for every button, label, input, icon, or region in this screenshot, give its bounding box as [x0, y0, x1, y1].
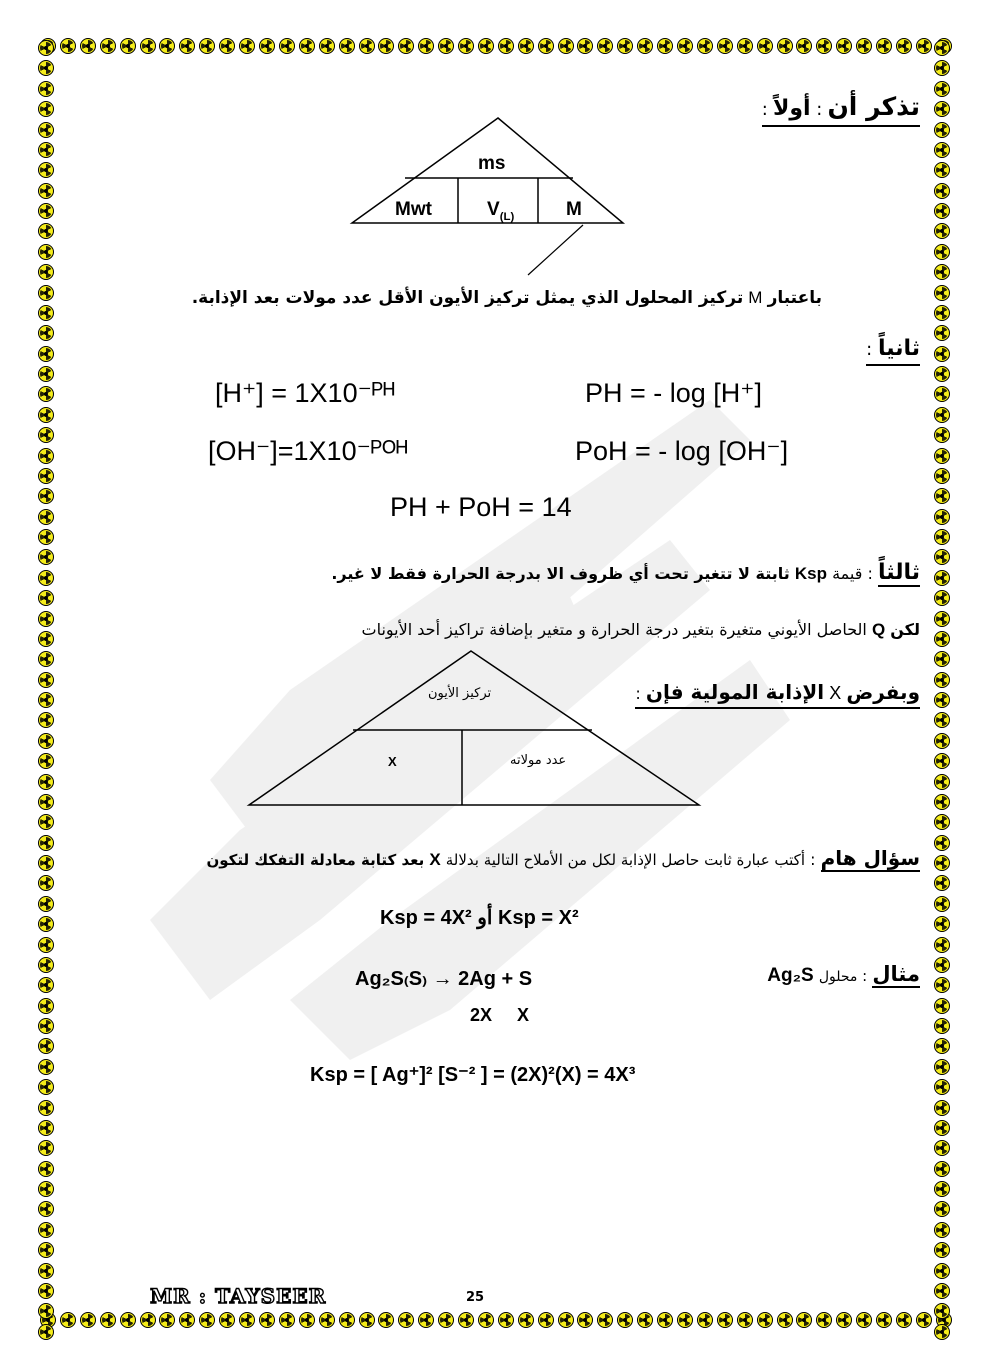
hazard-icon: [916, 38, 932, 54]
hazard-icon: [38, 122, 54, 138]
hazard-icon: [934, 1263, 950, 1279]
hazard-icon: [38, 855, 54, 871]
hazard-icon: [934, 448, 950, 464]
hazard-icon: [38, 794, 54, 810]
hazard-icon: [934, 264, 950, 280]
hazard-icon: [38, 1222, 54, 1238]
note-text: تركيز المحلول الذي يمثل تركيز الأيون الأقل عدد مولات بعد الإذابة.: [191, 288, 744, 308]
triangle-right-m: M: [566, 199, 582, 220]
hazard-icon: [934, 1038, 950, 1054]
triangle-top-ms: ms: [478, 153, 506, 174]
dissociation-reaction: Ag₂S₍S₎ → 2Ag + S: [355, 968, 533, 990]
right-border: [934, 40, 956, 1340]
hazard-icon: [697, 1312, 713, 1328]
hazard-icon: [38, 1018, 54, 1034]
hazard-icon: [38, 1283, 54, 1299]
hazard-icon: [934, 305, 950, 321]
hazard-icon: [38, 346, 54, 362]
hazard-icon: [934, 1079, 950, 1095]
hazard-icon: [657, 38, 673, 54]
heading-awwalan: أولاً: [772, 96, 811, 121]
hazard-icon: [934, 875, 950, 891]
hazard-icon: [120, 38, 136, 54]
hazard-icon: [38, 875, 54, 891]
hazard-icon: [38, 916, 54, 932]
equation-ph: PH = - log [H⁺]: [585, 378, 763, 408]
hazard-icon: [38, 264, 54, 280]
hazard-icon: [159, 38, 175, 54]
hazard-icon: [38, 1324, 54, 1340]
hazard-icon: [38, 183, 54, 199]
hazard-icon: [934, 733, 950, 749]
hazard-icon: [38, 60, 54, 76]
hazard-icon: [120, 1312, 136, 1328]
hazard-icon: [38, 1059, 54, 1075]
hazard-icon: [934, 223, 950, 239]
hazard-icon: [159, 1312, 175, 1328]
hazard-icon: [38, 386, 54, 402]
heading-var-x: X: [829, 683, 842, 703]
hazard-icon: [38, 488, 54, 504]
hazard-icon: [38, 1140, 54, 1156]
heading-important-question: سؤال هام: [820, 846, 920, 870]
hazard-icon: [836, 38, 852, 54]
hazard-icon: [934, 753, 950, 769]
hazard-icon: [38, 1181, 54, 1197]
hazard-icon: [38, 203, 54, 219]
hazard-icon: [597, 1312, 613, 1328]
hazard-icon: [757, 38, 773, 54]
hazard-icon: [934, 590, 950, 606]
hazard-icon: [657, 1312, 673, 1328]
ksp-forms: Ksp = 4X² أو Ksp = X²: [380, 907, 579, 929]
hazard-icon: [339, 38, 355, 54]
hazard-icon: [38, 468, 54, 484]
hazard-icon: [677, 1312, 693, 1328]
triangle-left-mwt: Mwt: [395, 199, 432, 220]
note-prefix: باعتبار: [767, 288, 822, 308]
hazard-icon: [38, 101, 54, 117]
hazard-icon: [934, 774, 950, 790]
hazard-icon: [498, 38, 514, 54]
hazard-icon: [140, 38, 156, 54]
q-symbol: Q: [871, 620, 886, 639]
hazard-icon: [38, 1038, 54, 1054]
hazard-icon: [60, 38, 76, 54]
note-concentration: [122, 288, 822, 308]
triangle-right-moles: عدد مولاته: [510, 753, 567, 768]
hazard-icon: [38, 672, 54, 688]
hazard-icon: [38, 1079, 54, 1095]
top-border: [40, 38, 952, 60]
hazard-icon: [38, 998, 54, 1014]
hazard-icon: [934, 101, 950, 117]
hazard-icon: [319, 1312, 335, 1328]
hazard-icon: [737, 38, 753, 54]
note-var-m: M: [748, 288, 763, 307]
hazard-icon: [38, 366, 54, 382]
hazard-icon: [934, 325, 950, 341]
hazard-icon: [38, 712, 54, 728]
hazard-icon: [677, 38, 693, 54]
hazard-icon: [934, 162, 950, 178]
hazard-icon: [538, 1312, 554, 1328]
hazard-icon: [934, 631, 950, 647]
hazard-icon: [934, 794, 950, 810]
hazard-icon: [934, 142, 950, 158]
hazard-icon: [339, 1312, 355, 1328]
hazard-icon: [38, 1242, 54, 1258]
hazard-icon: [617, 1312, 633, 1328]
hazard-icon: [934, 203, 950, 219]
triangle-left-x: X: [388, 754, 397, 769]
heading-molar-solubility: الإذابة المولية فإن: [645, 680, 825, 704]
hazard-icon: [279, 1312, 295, 1328]
hazard-icon: [518, 1312, 534, 1328]
hazard-icon: [38, 407, 54, 423]
hazard-icon: [577, 1312, 593, 1328]
hazard-icon: [558, 1312, 574, 1328]
section1-heading: تذكر أن : أولاً :: [720, 92, 920, 127]
ksp-expression: Ksp = [ Ag⁺]² [S⁻² ] = (2X)²(X) = 4X³: [310, 1064, 636, 1086]
hazard-icon: [796, 1312, 812, 1328]
hazard-icon: [299, 1312, 315, 1328]
mole-ratio: 2X X: [470, 1005, 530, 1025]
hazard-icon: [38, 977, 54, 993]
hazard-icon: [934, 81, 950, 97]
hazard-icon: [418, 1312, 434, 1328]
hazard-icon: [498, 1312, 514, 1328]
hazard-icon: [816, 38, 832, 54]
hazard-icon: [38, 427, 54, 443]
hazard-icon: [38, 448, 54, 464]
hazard-icon: [637, 1312, 653, 1328]
hazard-icon: [934, 122, 950, 138]
hazard-icon: [38, 325, 54, 341]
hazard-icon: [934, 814, 950, 830]
hazard-icon: [934, 285, 950, 301]
hazard-icon: [934, 896, 950, 912]
hazard-icon: [219, 38, 235, 54]
hazard-icon: [259, 38, 275, 54]
hazard-icon: [179, 1312, 195, 1328]
ksp-text-c: ثابتة لا تتغير تحت أي ظروف الا بدرجة الحرارة فقط لا غير.: [331, 564, 790, 583]
hazard-icon: [934, 427, 950, 443]
section3-line1: ثالثاً : قيمة Ksp ثابتة لا تتغير تحت أي ظروف الا بدرجة الحرارة فقط لا غير.: [331, 560, 920, 585]
hazard-icon: [38, 753, 54, 769]
hazard-icon: [934, 346, 950, 362]
hazard-icon: [934, 1242, 950, 1258]
important-question: سؤال هام : أكتب عبارة ثابت حاصل الإذابة لكل من الأملاح التالية بدلالة X بعد كتابة معادلة التفكك لتكون: [206, 846, 920, 870]
hazard-icon: [934, 1283, 950, 1299]
hazard-icon: [934, 977, 950, 993]
hazard-icon: [876, 1312, 892, 1328]
triangle-top-ion-concentration: تركيز الأيون: [428, 686, 492, 701]
hazard-icon: [38, 285, 54, 301]
hazard-icon: [934, 488, 950, 504]
hazard-icon: [934, 386, 950, 402]
hazard-icon: [199, 38, 215, 54]
hazard-icon: [934, 1140, 950, 1156]
equation-ph-poh-sum: PH + PoH = 14: [390, 492, 572, 522]
heading-wabifard: وبفرض: [846, 680, 920, 704]
section4-heading: وبفرض X الإذابة المولية فإن :: [630, 680, 920, 709]
hazard-icon: [478, 1312, 494, 1328]
example-heading: مثال : محلول Ag₂S: [767, 962, 920, 986]
hazard-icon: [38, 529, 54, 545]
hazard-icon: [38, 549, 54, 565]
q-text-a: لكن: [890, 620, 920, 639]
ksp-text-a: قيمة: [832, 564, 863, 583]
hazard-icon: [38, 774, 54, 790]
hazard-icon: [934, 855, 950, 871]
hazard-icon: [478, 38, 494, 54]
hazard-icon: [777, 38, 793, 54]
hazard-icon: [38, 692, 54, 708]
hazard-icon: [458, 1312, 474, 1328]
author-name: MR : TAYSEER: [150, 1284, 327, 1308]
hazard-icon: [438, 38, 454, 54]
hazard-icon: [637, 38, 653, 54]
hazard-icon: [934, 1303, 950, 1319]
hazard-icon: [597, 38, 613, 54]
hazard-icon: [398, 38, 414, 54]
ksp-symbol: Ksp: [794, 564, 827, 583]
hazard-icon: [934, 1120, 950, 1136]
hazard-icon: [219, 1312, 235, 1328]
hazard-icon: [934, 244, 950, 260]
hazard-icon: [359, 38, 375, 54]
hazard-icon: [934, 916, 950, 932]
hazard-icon: [80, 1312, 96, 1328]
hazard-icon: [38, 651, 54, 667]
hazard-icon: [916, 1312, 932, 1328]
hazard-icon: [934, 1222, 950, 1238]
hazard-icon: [896, 38, 912, 54]
hazard-icon: [856, 1312, 872, 1328]
hazard-icon: [378, 1312, 394, 1328]
hazard-icon: [38, 590, 54, 606]
heading-thaniyan: ثانياً: [877, 336, 920, 361]
hazard-icon: [934, 183, 950, 199]
hazard-icon: [378, 38, 394, 54]
hazard-icon: [757, 1312, 773, 1328]
hazard-icon: [934, 60, 950, 76]
hazard-icon: [38, 733, 54, 749]
hazard-icon: [279, 38, 295, 54]
question-text-b: بعد كتابة معادلة التفكك لتكون: [206, 851, 425, 869]
hazard-icon: [38, 305, 54, 321]
hazard-icon: [38, 835, 54, 851]
hazard-icon: [934, 1018, 950, 1034]
hazard-icon: [577, 38, 593, 54]
hazard-icon: [934, 611, 950, 627]
hazard-icon: [518, 38, 534, 54]
hazard-icon: [816, 1312, 832, 1328]
hazard-icon: [38, 1263, 54, 1279]
hazard-icon: [38, 244, 54, 260]
hazard-icon: [38, 814, 54, 830]
hazard-icon: [934, 1201, 950, 1217]
section3-line2: [220, 620, 920, 640]
hazard-icon: [934, 366, 950, 382]
hazard-icon: [140, 1312, 156, 1328]
left-border: [38, 40, 60, 1340]
hazard-icon: [438, 1312, 454, 1328]
hazard-icon: [558, 38, 574, 54]
hazard-icon: [179, 38, 195, 54]
hazard-icon: [38, 1161, 54, 1177]
equation-oh-concentration: [OH⁻]=1X10⁻ᴾᴼᴴ: [208, 436, 408, 466]
question-text-a: أكتب عبارة ثابت حاصل الإذابة لكل من الأملاح التالية بدلالة: [445, 851, 805, 869]
hazard-icon: [38, 1120, 54, 1136]
heading-thalithan: ثالثاً: [877, 560, 920, 585]
hazard-icon: [717, 1312, 733, 1328]
hazard-icon: [934, 40, 950, 56]
hazard-icon: [896, 1312, 912, 1328]
hazard-icon: [934, 692, 950, 708]
section2-heading: ثانياً :: [866, 336, 920, 366]
hazard-icon: [538, 38, 554, 54]
hazard-icon: [80, 38, 96, 54]
hazard-icon: [38, 40, 54, 56]
q-text-c: الحاصل الأيوني متغيرة بتغير درجة الحرارة و متغير بإضافة تراكيز أحد الأيونات: [361, 620, 867, 639]
hazard-icon: [38, 1100, 54, 1116]
hazard-icon: [934, 651, 950, 667]
hazard-icon: [934, 529, 950, 545]
hazard-icon: [876, 38, 892, 54]
hazard-icon: [934, 957, 950, 973]
hazard-icon: [398, 1312, 414, 1328]
hazard-icon: [359, 1312, 375, 1328]
hazard-icon: [60, 1312, 76, 1328]
hazard-icon: [934, 835, 950, 851]
hazard-icon: [38, 223, 54, 239]
triangle-ion-concentration: [246, 648, 702, 810]
hazard-icon: [100, 1312, 116, 1328]
heading-tadhakkar: تذكر أن: [827, 92, 920, 121]
hazard-icon: [934, 468, 950, 484]
hazard-icon: [199, 1312, 215, 1328]
heading-mithal: مثال: [872, 962, 920, 986]
hazard-icon: [934, 672, 950, 688]
question-var-x: X: [429, 850, 441, 869]
equation-h-concentration: [H⁺] = 1X10⁻ᴾᴴ: [215, 378, 395, 408]
hazard-icon: [934, 937, 950, 953]
hazard-icon: [777, 1312, 793, 1328]
hazard-icon: [418, 38, 434, 54]
hazard-icon: [934, 1161, 950, 1177]
hazard-icon: [836, 1312, 852, 1328]
hazard-icon: [697, 38, 713, 54]
hazard-icon: [38, 1201, 54, 1217]
hazard-icon: [796, 38, 812, 54]
hazard-icon: [38, 896, 54, 912]
hazard-icon: [38, 142, 54, 158]
hazard-icon: [934, 1059, 950, 1075]
hazard-icon: [38, 162, 54, 178]
hazard-icon: [38, 570, 54, 586]
hazard-icon: [319, 38, 335, 54]
hazard-icon: [458, 38, 474, 54]
hazard-icon: [934, 407, 950, 423]
triangle-mid-v: $V_{(L)}$: [487, 199, 515, 223]
hazard-icon: [38, 81, 54, 97]
hazard-icon: [38, 509, 54, 525]
hazard-icon: [38, 1303, 54, 1319]
page-number: 25: [466, 1290, 485, 1305]
hazard-icon: [38, 957, 54, 973]
hazard-icon: [934, 1324, 950, 1340]
hazard-icon: [38, 611, 54, 627]
hazard-icon: [259, 1312, 275, 1328]
hazard-icon: [934, 1100, 950, 1116]
hazard-icon: [856, 38, 872, 54]
hazard-icon: [299, 38, 315, 54]
hazard-icon: [934, 1181, 950, 1197]
hazard-icon: [717, 38, 733, 54]
hazard-icon: [934, 549, 950, 565]
hazard-icon: [934, 570, 950, 586]
equation-poh: PoH = - log [OH⁻]: [575, 436, 789, 466]
hazard-icon: [38, 937, 54, 953]
hazard-icon: [100, 38, 116, 54]
example-salt: Ag₂S: [767, 965, 814, 986]
hazard-icon: [737, 1312, 753, 1328]
hazard-icon: [239, 38, 255, 54]
bottom-border: [40, 1312, 952, 1334]
hazard-icon: [934, 998, 950, 1014]
example-label: محلول: [818, 969, 858, 985]
hazard-icon: [38, 631, 54, 647]
hazard-icon: [934, 509, 950, 525]
hazard-icon: [617, 38, 633, 54]
hazard-icon: [934, 712, 950, 728]
hazard-icon: [239, 1312, 255, 1328]
